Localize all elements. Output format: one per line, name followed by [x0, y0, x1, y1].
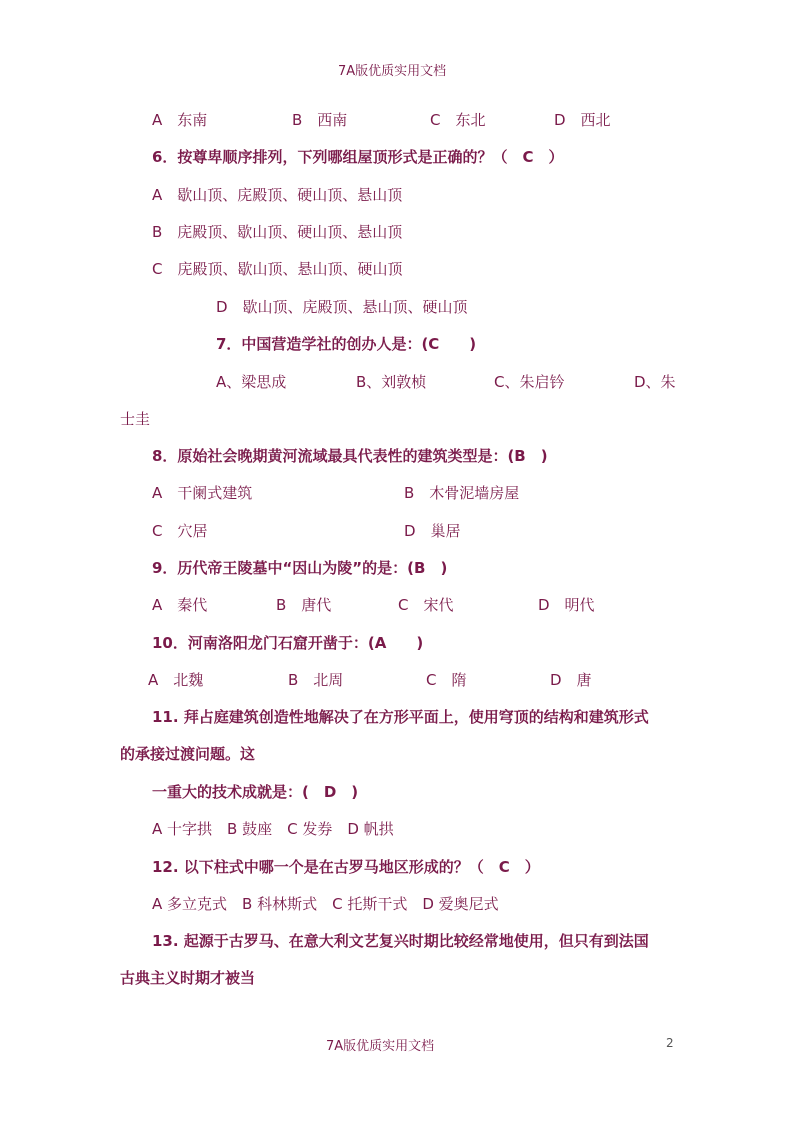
l1-option-1: B 西南 [292, 111, 348, 129]
question-12: 12. 以下柱式中哪一个是在古罗马地区形成的？（ C ） [152, 858, 540, 876]
l1-option-3: D 西北 [554, 111, 611, 129]
q8a-option-1: B 木骨泥墙房屋 [404, 484, 520, 502]
q7-option-continuation: 士圭 [120, 410, 151, 428]
question-11: 11. 拜占庭建筑创造性地解决了在方形平面上，使用穹顶的结构和建筑形式 [152, 708, 649, 726]
q8b-option-0: C 穴居 [152, 522, 208, 540]
question-11-line3: 一重大的技术成就是：( D ) [152, 783, 359, 801]
q6-option-b: B 庑殿顶、歇山顶、硬山顶、悬山顶 [152, 223, 403, 241]
q10opts-option-0: A 北魏 [148, 671, 204, 689]
q10opts-option-1: B 北周 [288, 671, 344, 689]
question-6: 6．按尊卑顺序排列，下列哪组屋顶形式是正确的？（ C ） [152, 148, 564, 166]
page-number: 2 [666, 1036, 674, 1050]
question-9: 9．历代帝王陵墓中“因山为陵”的是：(B ) [152, 559, 448, 577]
q6-option-a: A 歇山顶、庑殿顶、硬山顶、悬山顶 [152, 186, 403, 204]
q9opts-option-0: A 秦代 [152, 596, 208, 614]
q6-option-d: D 歇山顶、庑殿顶、悬山顶、硬山顶 [216, 298, 468, 316]
q9opts-option-3: D 明代 [538, 596, 595, 614]
q7opts-option-0: A、梁思成 [216, 373, 287, 391]
l1-option-2: C 东北 [430, 111, 486, 129]
question-7: 7．中国营造学社的创办人是：(C ) [216, 335, 477, 353]
page-footer: 7A版优质实用文档 [326, 1039, 435, 1054]
q9opts-option-2: C 宋代 [398, 596, 454, 614]
question-8: 8．原始社会晚期黄河流域最具代表性的建筑类型是：(B ) [152, 447, 548, 465]
q8a-option-0: A 干阑式建筑 [152, 484, 253, 502]
question-11-line2: 的承接过渡问题。这 [120, 745, 256, 763]
q11-options: A 十字拱 B 鼓座 C 发券 D 帆拱 [152, 820, 394, 838]
q12-options: A 多立克式 B 科林斯式 C 托斯干式 D 爱奥尼式 [152, 895, 499, 913]
q10opts-option-2: C 隋 [426, 671, 467, 689]
page-header: 7A版优质实用文档 [338, 64, 447, 79]
q7opts-option-3: D、朱 [634, 373, 676, 391]
q8b-option-1: D 巢居 [404, 522, 461, 540]
q9opts-option-1: B 唐代 [276, 596, 332, 614]
q6-option-c: C 庑殿顶、歇山顶、悬山顶、硬山顶 [152, 260, 403, 278]
l1-option-0: A 东南 [152, 111, 208, 129]
question-13: 13. 起源于古罗马、在意大利文艺复兴时期比较经常地使用，但只有到法国 [152, 932, 649, 950]
question-13-line2: 古典主义时期才被当 [120, 969, 256, 987]
q7opts-option-2: C、朱启钤 [494, 373, 565, 391]
q10opts-option-3: D 唐 [550, 671, 592, 689]
q7opts-option-1: B、刘敦桢 [356, 373, 427, 391]
question-10: 10．河南洛阳龙门石窟开凿于：(A ) [152, 634, 424, 652]
